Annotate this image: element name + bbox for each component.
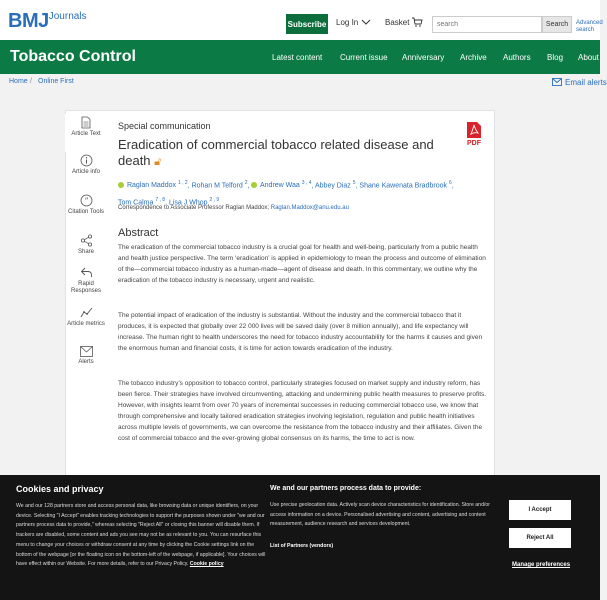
breadcrumb-online-first[interactable]: Online First [38,78,74,85]
nav-anniversary[interactable]: Anniversary [402,53,445,62]
correspondence [118,205,349,211]
author-link[interactable]: Abbey Diaz [315,182,351,190]
rail-article-text-label: Article Text [71,131,101,137]
pdf-download-link[interactable]: PDF [467,140,481,147]
cookie-policy-link[interactable]: Cookie policy [189,561,224,568]
logo-sub: Journals [48,11,87,22]
author-affiliation: 1 , 2 [177,180,188,186]
author-link[interactable]: Andrew Waa [251,182,299,189]
quote-icon [80,194,93,207]
rail-article-metrics-label: Article metrics [67,321,105,327]
bmj-journals-logo[interactable] [8,10,87,33]
nav-authors[interactable]: Authors [503,53,531,62]
pdf-icon[interactable] [466,121,482,139]
cookie-banner [0,475,600,600]
author-list: Raglan Maddox $^{1 , 2}$, Rohan M Telford $^2$, Andrew Waa $^{3 , 4}$, Abbey Diaz $^5$, Shane Kawenata Bradbrook $^6$, Tom Calma $^{7 , 8}$, Lisa J Whop $^{2 , 9}$ [118,180,454,207]
author-link[interactable]: Lisa J Whop [168,199,208,207]
author-link[interactable]: Raglan Maddox [118,182,176,189]
nav-current-issue[interactable]: Current issue [340,53,388,62]
svg-text:”: ” [83,196,89,206]
author-affiliation: 7 , 8 [155,197,166,204]
author-link[interactable]: Rohan M Telford [191,182,243,190]
abstract-heading: Abstract [118,227,159,239]
partners-heading: We and our partners process data to provide: [270,485,422,492]
rail-alerts[interactable] [65,346,107,366]
metrics-icon [80,306,93,319]
correspondence-label: Correspondence to Associate Professor Raglan Maddox; [118,205,271,211]
open-access-icon: 🔓︎ [154,156,162,168]
subscribe-button[interactable]: Subscribe [286,14,328,34]
info-icon [80,154,93,167]
reply-icon [80,266,93,279]
rail-article-text[interactable] [65,114,107,152]
cookie-heading: Cookies and privacy [16,484,104,494]
accept-button[interactable]: I Accept [509,500,571,520]
rail-article-info-label: Article info [71,169,100,175]
reject-all-button[interactable]: Reject All [509,528,571,548]
search-button[interactable]: Search [542,16,572,33]
site-header [0,0,603,40]
author-link[interactable]: Tom Calma [118,199,154,207]
document-icon [81,116,91,129]
rail-citation-tools-label: Citation Tools [68,209,104,215]
envelope-icon [80,346,93,357]
orcid-icon[interactable] [251,182,257,188]
chevron-down-icon[interactable] [361,17,371,27]
rail-article-info[interactable] [65,154,107,176]
partners-body: Use precise geolocation data. Actively scan device characteristics for identification. Store and/or access information on a device. Personalised advertising and content, advertising and content measurement, audience research and services development. [270,502,491,528]
breadcrumb-home[interactable]: Home [9,78,28,85]
journal-title[interactable]: Tobacco Control [10,48,136,65]
author-affiliation: 3 , 4 [301,180,312,186]
rail-alerts-label: Alerts [78,359,94,365]
correspondence-email[interactable]: Raglan.Maddox@anu.edu.au [270,205,349,211]
author-affiliation: 2 [244,180,248,186]
nav-latest-content[interactable]: Latest content [272,53,323,62]
article-section-label: Special communication [118,121,211,131]
rail-rapid-responses[interactable] [65,266,107,295]
rail-article-metrics[interactable] [65,306,107,328]
nav-archive[interactable]: Archive [460,53,487,62]
logo-main: BMJ [8,10,49,32]
share-icon [80,234,93,247]
orcid-icon[interactable] [118,182,124,188]
rail-citation-tools[interactable] [65,194,107,216]
advanced-search-link[interactable]: Advanced search [576,20,603,33]
manage-preferences-link[interactable]: Manage preferences [512,562,571,568]
search-input[interactable] [432,16,542,33]
abstract-paragraph: The tobacco industry’s opposition to tobacco control, particularly strategies focused on market supply and industry reform, has been fierce. Their strategies have involved circumventing, attacking and undermining public health measures to preserve profits. However, with insights learnt from over 70 years of incremental successes in reducing commercial tobacco use, we know that through comprehensive and locally tailored eradication strategies involving legislation, regulation and public health initiatives across multiple levels of governments, we can overcome the resistance from the tobacco industry and their affiliates. Given the cost of commercial tobacco and the ever-growing global consensus on its harms, the time to act is now. [118,380,487,442]
partners-count: 128 [44,503,53,509]
rail-share-label: Share [77,249,94,255]
nav-blog[interactable]: Blog [547,53,564,62]
breadcrumb-separator: / [30,78,32,85]
author-affiliation: 2 , 9 [209,197,220,204]
email-alerts-link[interactable]: Email alerts [565,78,607,87]
author-affiliation: 5 [352,180,356,186]
rail-rapid-responses-label: Rapid Responses [70,281,102,294]
author-affiliation: 6 [448,180,452,186]
journal-nav-bar [0,40,600,74]
basket-link[interactable]: Basket [385,18,410,27]
basket-icon[interactable] [411,16,423,27]
rail-share[interactable] [65,234,107,256]
nav-about[interactable]: About [578,53,599,62]
email-icon[interactable] [552,78,562,86]
article-title [118,137,458,170]
abstract-paragraph: The potential impact of eradication of the industry is substantial. Without the industry and the commercial tobacco that it produces, it is expected that globally over 22 000 lives will be saved daily (over 8 million annually), and life expectancy will increase. The human right to health underscores the need for tobacco industry accountability for the harms it causes and given the enormous human and financial costs, it is time for action towards eradication of the industry. [118,312,483,352]
article-title-text: Eradication of commercial tobacco related disease and death [118,137,434,168]
list-of-partners-link[interactable]: List of Partners (vendors) [270,543,334,549]
abstract-paragraph: The eradication of the commercial tobacco industry is a crucial goal for health and well-being, particularly from a public health and health justice perspective. The term ‘eradication’ is applied in epidemiology to mean the process and outcome of elimination of the—commercial tobacco industry as a human-made—agent of disease and death. In this commentary, we outline why the eradication of the tobacco industry is necessary, urgent and realistic. [118,244,486,284]
author-link[interactable]: Shane Kawenata Bradbrook [359,182,447,190]
cookie-body: We and our 128 partners store and access personal data, like browsing data or unique identifiers, on your device. Selecting "I Accept" enables tracking technologies to support the purposes shown under "we and our partners process data to provide," whereas selecting "Reject All" or closing this banner will disable them. If trackers are disabled, some content and ads you see may not be as relevant to you. You can resurface this menu to change your choices or withdraw consent at any time by clicking the Cookie settings link on the bottom of the webpage [or the floating icon on the bottom-left of the webpage, if applicable]. Your choices will have effect within our Website. For more details, refer to our Privacy Policy. Cookie policy [16,503,266,568]
login-link[interactable]: Log In [336,18,359,27]
